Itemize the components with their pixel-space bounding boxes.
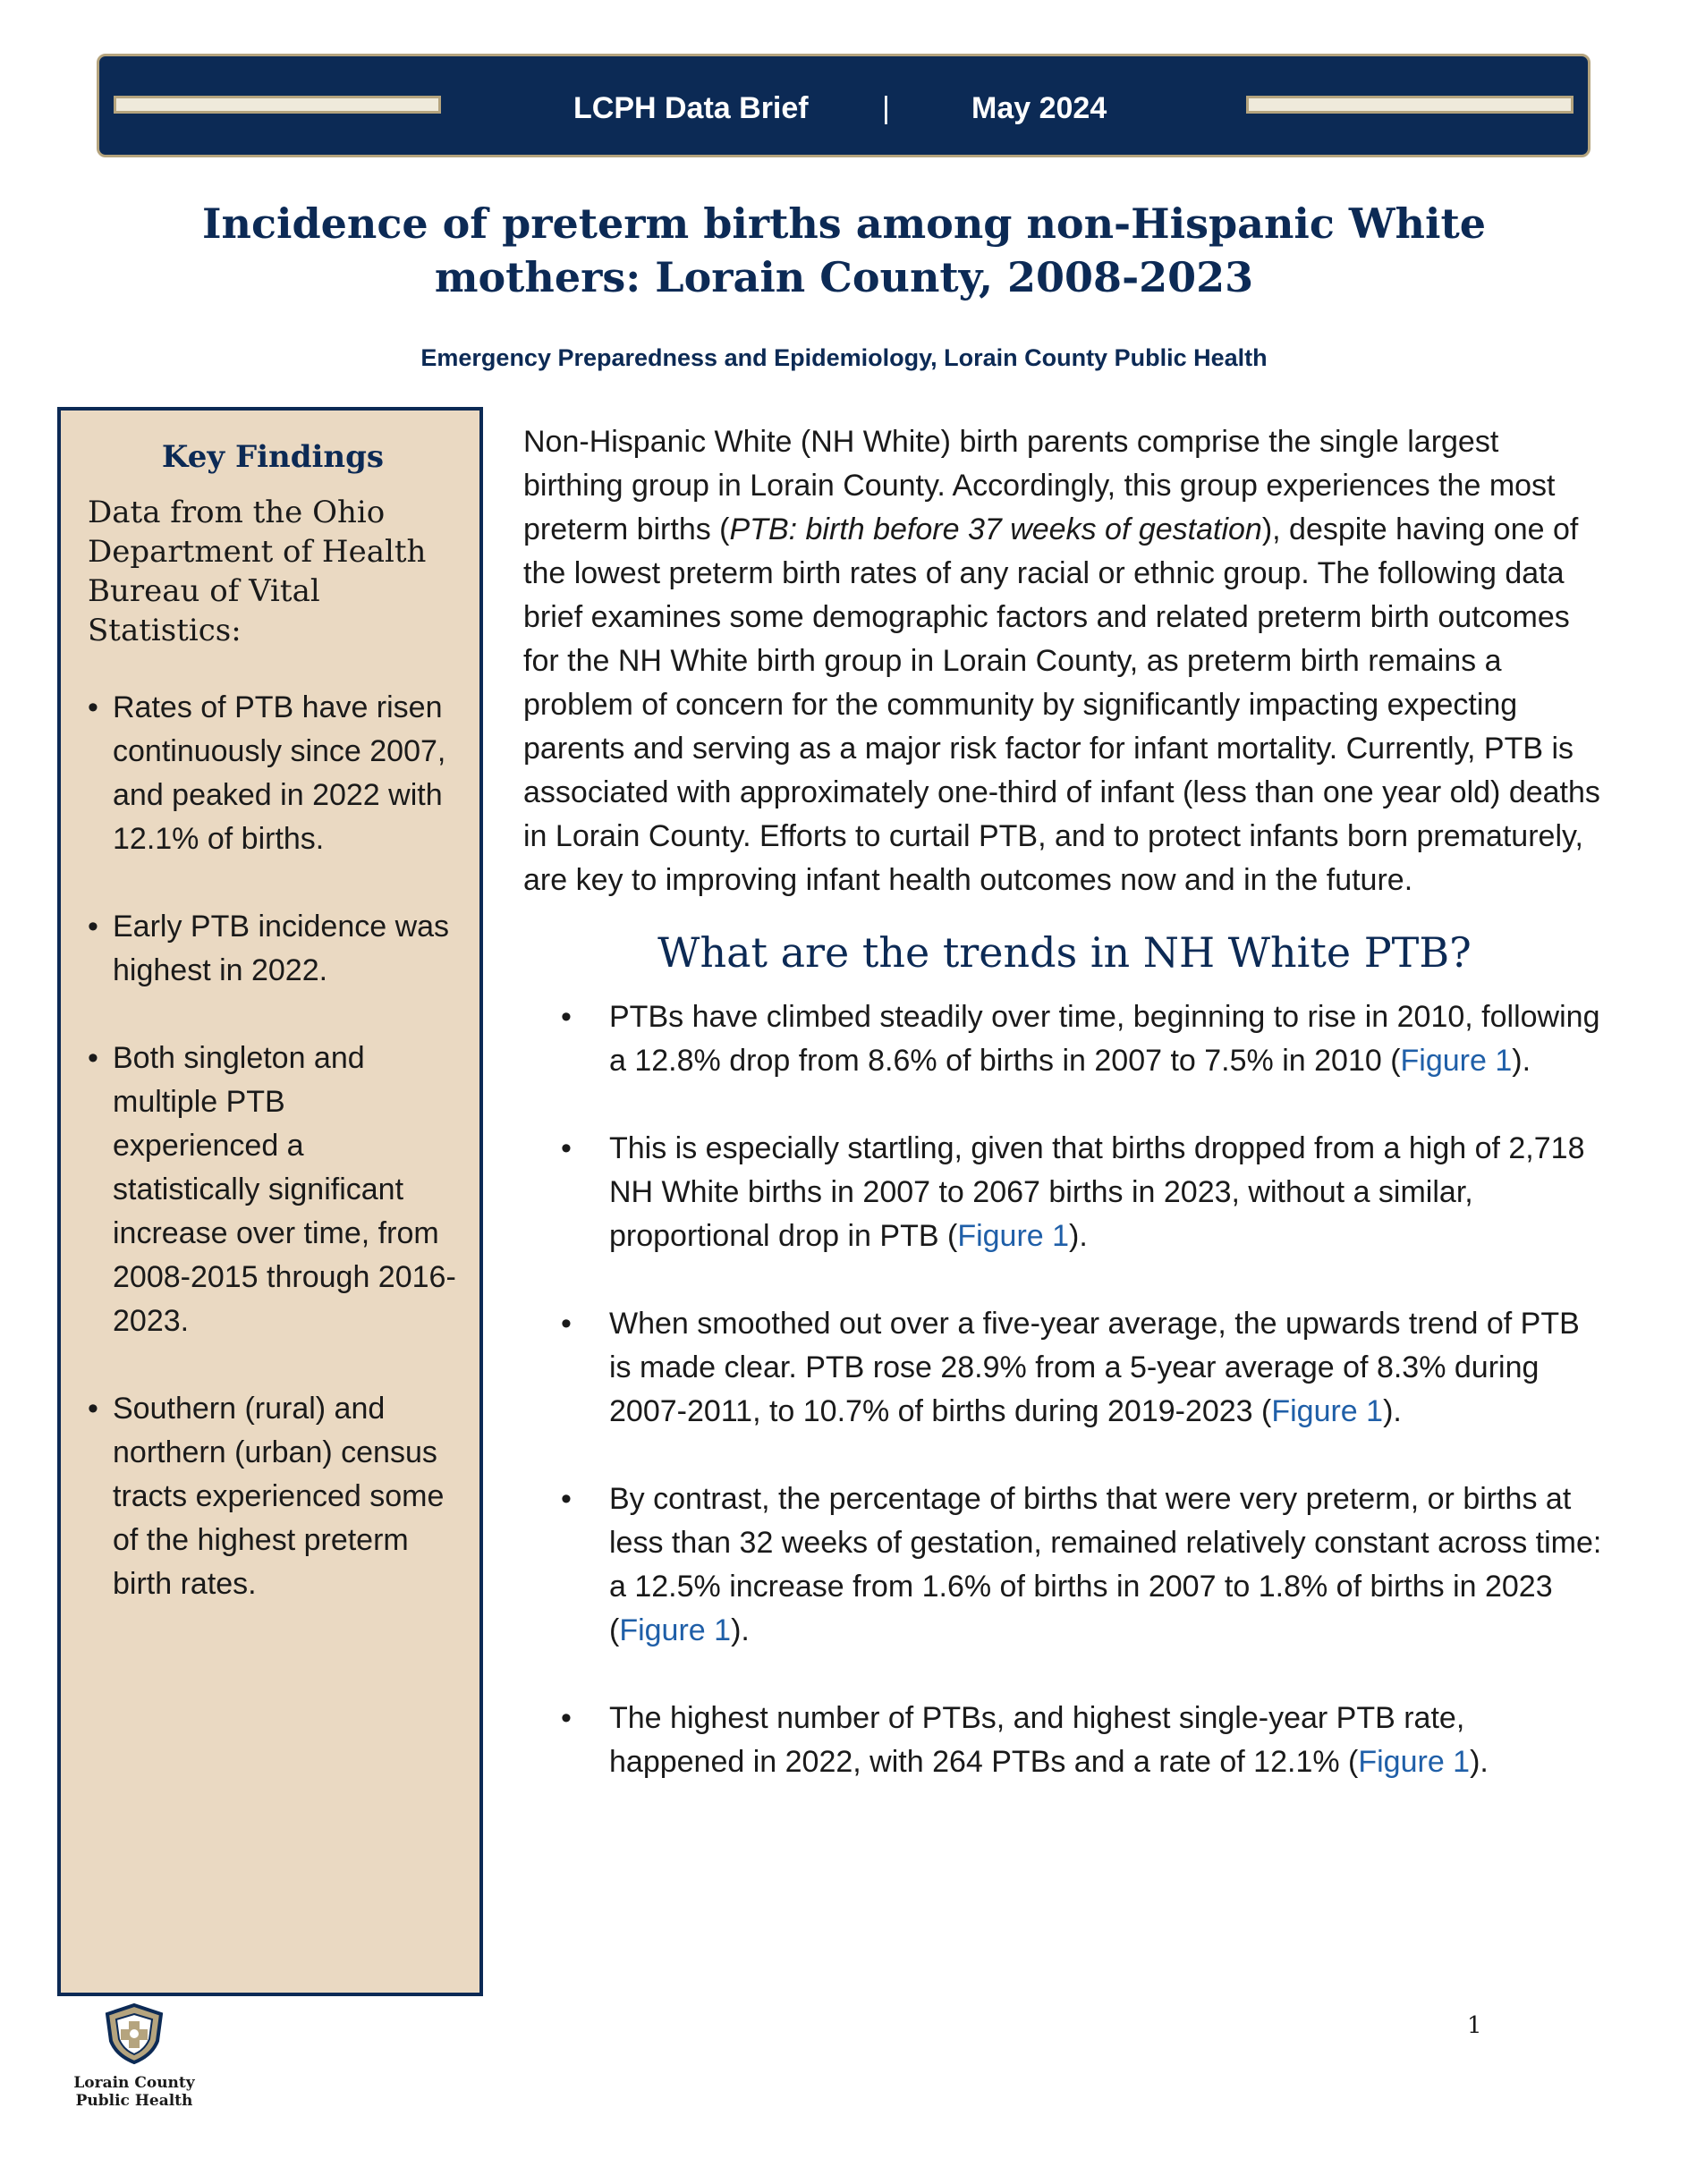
trend-text: PTBs have climbed steadily over time, beginning to rise in 2010, following a 12.8% drop from 8.6% of births in 2007 to 7.5% in 2010 ( bbox=[609, 1000, 1600, 1078]
key-finding-item: • Early PTB incidence was highest in 2022. bbox=[88, 905, 458, 993]
trend-text-end: ). bbox=[1383, 1394, 1402, 1428]
key-finding-item: • Both singleton and multiple PTB experienced a statistically significant increase over time, from 2008-2015 through 2016-2023. bbox=[88, 1037, 458, 1343]
document-subtitle: Emergency Preparedness and Epidemiology, Lorain County Public Health bbox=[420, 344, 1268, 371]
trends-list bbox=[523, 995, 1606, 1784]
main-content bbox=[523, 420, 1606, 1828]
trend-text: The highest number of PTBs, and highest single-year PTB rate, happened in 2022, with 264 PTBs and a rate of 12.1% ( bbox=[609, 1701, 1465, 1779]
trend-item bbox=[523, 1302, 1606, 1434]
trend-text-end: ). bbox=[731, 1613, 750, 1647]
document-title bbox=[125, 197, 1563, 304]
lcph-logo bbox=[72, 2002, 197, 2110]
trends-heading: What are the trends in NH White PTB? bbox=[657, 928, 1472, 977]
logo-line-2: Public Health bbox=[75, 2092, 193, 2110]
trend-item bbox=[523, 1477, 1606, 1653]
figure-1-link[interactable]: Figure 1 bbox=[957, 1219, 1070, 1253]
key-findings-heading: Key Findings bbox=[161, 439, 385, 475]
trend-item bbox=[523, 995, 1606, 1083]
trend-text-end: ). bbox=[1069, 1219, 1088, 1253]
banner-brief-label: LCPH Data Brief bbox=[573, 91, 809, 125]
trend-text-end: ). bbox=[1470, 1745, 1489, 1779]
intro-text-part-2: ), despite having one of the lowest preterm birth rates of any racial or ethnic group. The following data brief examines some demographic factors and related preterm birth outcomes for the NH White birth group in Lorain County, as preterm birth remains a problem of concern for the community by significantly impacting expecting parents and serving as a major risk factor for infant mortality. Currently, PTB is associated with approximately one-third of infant (less than one year old) deaths in Lorain County. Efforts to curtail PTB, and to protect infants born prematurely, are key to improving infant health outcomes now and in the future. bbox=[523, 512, 1600, 897]
intro-text-part-1: Non-Hispanic White (NH White) birth parents comprise the single largest birthing group in Lorain County. Accordingly, this group experiences the most preterm births ( bbox=[523, 425, 1556, 546]
trend-text: This is especially startling, given that births dropped from a high of 2,718 NH White births in 2007 to 2067 births in 2023, without a similar, proportional drop in PTB ( bbox=[609, 1131, 1585, 1253]
banner-decor-bar-left bbox=[114, 96, 441, 114]
trend-item bbox=[523, 1127, 1606, 1258]
figure-1-link[interactable]: Figure 1 bbox=[1400, 1044, 1513, 1078]
figure-1-link[interactable]: Figure 1 bbox=[619, 1613, 732, 1647]
lcph-shield-icon bbox=[102, 2002, 166, 2066]
banner-separator: | bbox=[882, 91, 890, 125]
trend-text: By contrast, the percentage of births that were very preterm, or births at less than 32 weeks of gestation, remained relatively constant across time: a 12.5% increase from 1.6% of births in 2007 to 1.8% of births in 2023 ( bbox=[609, 1482, 1602, 1647]
figure-1-link[interactable]: Figure 1 bbox=[1271, 1394, 1384, 1428]
key-finding-item: • Rates of PTB have risen continuously since 2007, and peaked in 2022 with 12.1% of births. bbox=[88, 686, 458, 861]
key-findings-intro: Data from the Ohio Department of Health Bureau of Vital Statistics: bbox=[88, 495, 427, 648]
trend-text-end: ). bbox=[1512, 1044, 1531, 1078]
trend-text: When smoothed out over a five-year average, the upwards trend of PTB is made clear. PTB rose 28.9% from a 5-year average of 8.3% during 2007-2011, to 10.7% of births during 2019-2023 ( bbox=[609, 1307, 1580, 1428]
header-banner bbox=[97, 54, 1590, 157]
key-findings-list bbox=[88, 686, 458, 1606]
banner-decor-bar-right bbox=[1246, 96, 1573, 114]
title-line-2: mothers: Lorain County, 2008-2023 bbox=[434, 253, 1254, 301]
trend-item bbox=[523, 1697, 1606, 1784]
figure-1-link[interactable]: Figure 1 bbox=[1358, 1745, 1471, 1779]
intro-ptb-definition: PTB: birth before 37 weeks of gestation bbox=[729, 512, 1262, 546]
banner-date: May 2024 bbox=[971, 91, 1107, 125]
title-line-1: Incidence of preterm births among non-Hispanic White bbox=[202, 199, 1486, 248]
logo-line-1: Lorain County bbox=[73, 2074, 195, 2092]
page-number: 1 bbox=[1467, 2012, 1482, 2039]
logo-wordmark bbox=[72, 2074, 197, 2110]
intro-paragraph bbox=[523, 420, 1606, 902]
key-findings-panel bbox=[57, 407, 483, 1996]
key-finding-item: • Southern (rural) and northern (urban) census tracts experienced some of the highest preterm birth rates. bbox=[88, 1387, 458, 1606]
